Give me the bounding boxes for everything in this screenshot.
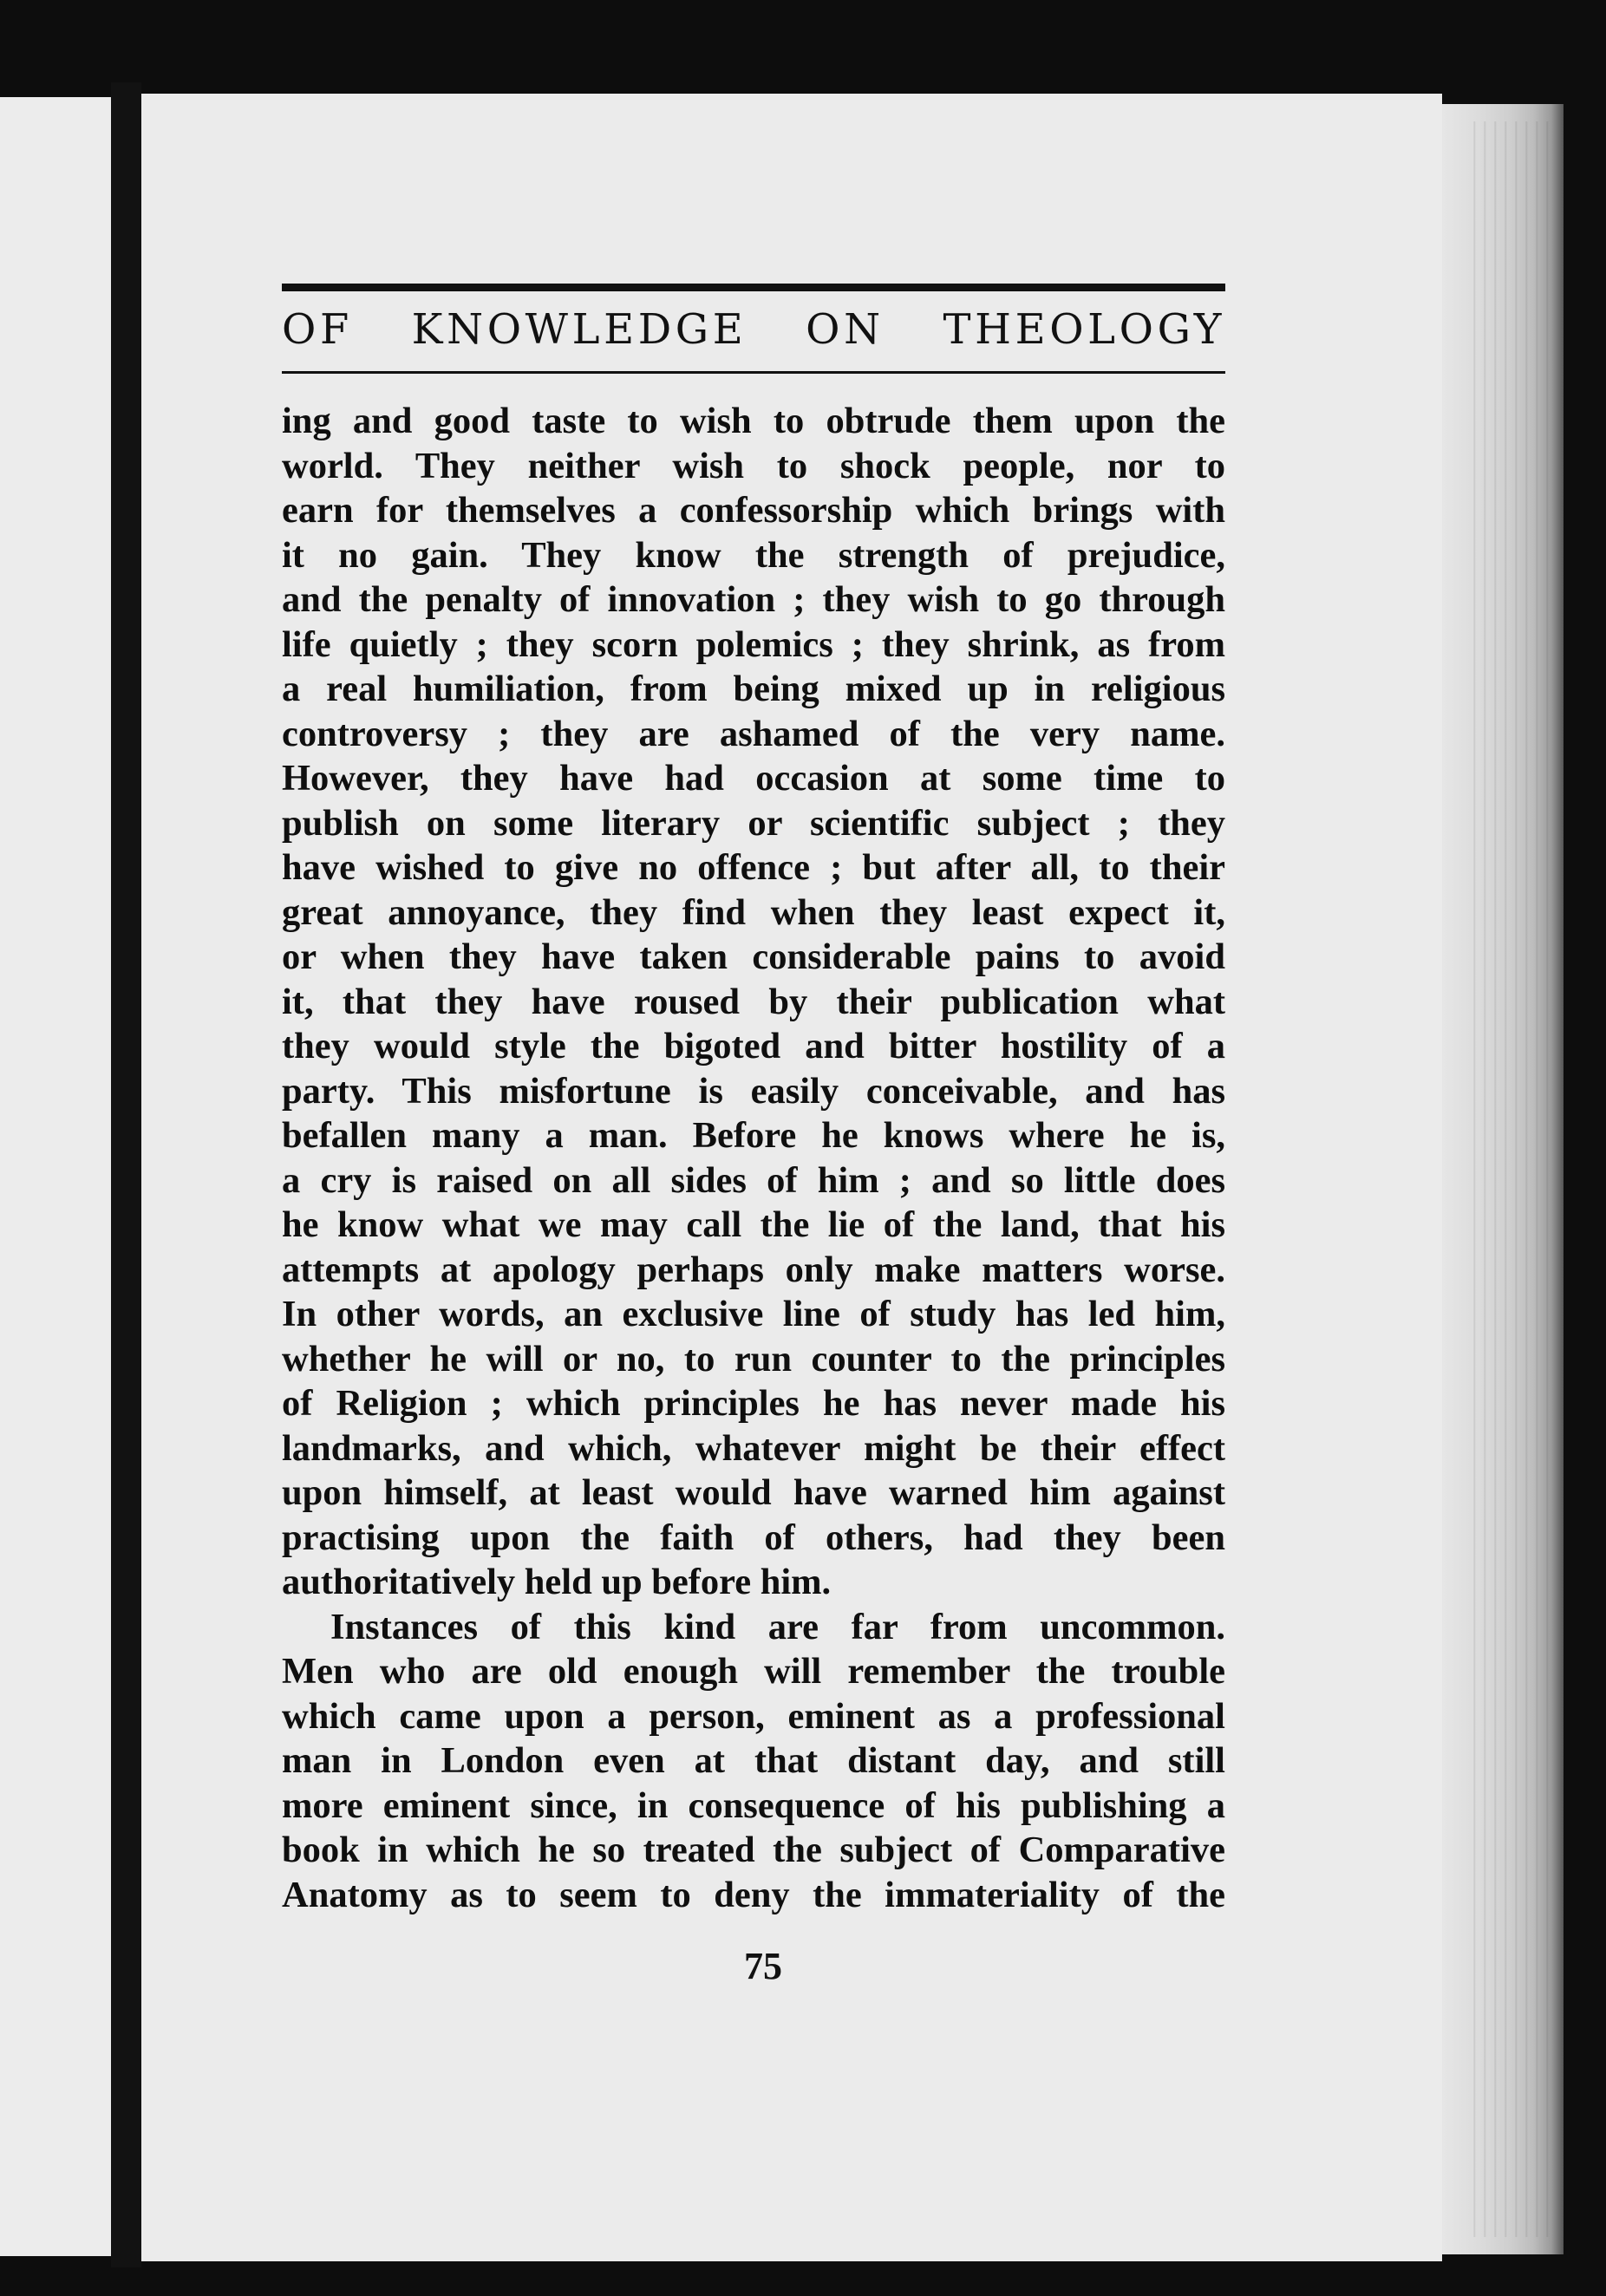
text-line: book in which he so treated the subject of Comparative	[282, 1830, 1225, 1870]
text-line: controversy ; they are ashamed of the very name.	[282, 713, 1225, 754]
text-line: a real humiliation, from being mixed up in religious	[282, 669, 1225, 709]
text-line: upon himself, at least would have warned him against	[282, 1472, 1225, 1513]
text-line: practising upon the faith of others, had they been	[282, 1517, 1225, 1558]
text-line: earn for themselves a confessorship which brings with	[282, 490, 1225, 531]
text-line: landmarks, and which, whatever might be their effect	[282, 1427, 1225, 1469]
text-line: they would style the bigoted and bitter hostility of a	[282, 1026, 1225, 1066]
text-line: a cry is raised on all sides of him ; and so little does	[282, 1159, 1225, 1201]
top-rule	[282, 284, 1225, 291]
text-line: of Religion ; which principles he has never made his	[282, 1383, 1225, 1424]
text-line: great annoyance, they find when they least expect it,	[282, 891, 1225, 933]
text-line: have wished to give no offence ; but after all, to their	[282, 847, 1225, 888]
facing-page-edge	[0, 97, 111, 2256]
text-line: However, they have had occasion at some time to	[282, 758, 1225, 799]
text-line: In other words, an exclusive line of study has led him,	[282, 1294, 1225, 1334]
paragraph-2	[282, 1605, 1225, 1918]
text-line: Instances of this kind are far from uncommon.	[330, 1606, 1225, 1647]
book-gutter	[111, 82, 141, 2267]
text-line: authoritatively held up before him.	[282, 1562, 832, 1602]
head-rule	[282, 371, 1225, 374]
page-number: 75	[744, 1945, 782, 1987]
body-text	[282, 399, 1225, 1917]
text-line: Anatomy as to seem to deny the immateriality of the	[282, 1874, 1225, 1915]
paragraph-1	[282, 399, 1225, 1605]
text-line: ing and good taste to wish to obtrude them upon the	[282, 401, 1225, 441]
text-line: and the penalty of innovation ; they wish to go through	[282, 579, 1225, 620]
text-line: man in London even at that distant day, and still	[282, 1740, 1225, 1781]
text-line: or when they have taken considerable pains to avoid	[282, 936, 1225, 977]
text-line: publish on some literary or scientific subject ; they	[282, 802, 1225, 844]
text-line: party. This misfortune is easily conceivable, and has	[282, 1070, 1225, 1112]
running-head: OF KNOWLEDGE ON THEOLOGY	[282, 305, 1225, 354]
text-line: world. They neither wish to shock people, nor to	[282, 445, 1225, 486]
text-line: he know what we may call the lie of the land, that his	[282, 1204, 1225, 1245]
text-line: whether he will or no, to run counter to the principles	[282, 1338, 1225, 1380]
text-line: Men who are old enough will remember the trouble	[282, 1651, 1225, 1692]
text-line: befallen many a man. Before he knows where he is,	[282, 1115, 1225, 1156]
text-line: more eminent since, in consequence of his publishing a	[282, 1784, 1225, 1826]
text-line: which came upon a person, eminent as a professional	[282, 1695, 1225, 1737]
text-line: attempts at apology perhaps only make matters worse.	[282, 1249, 1225, 1290]
text-line: it no gain. They know the strength of prejudice,	[282, 534, 1225, 576]
page-stack-lines	[1466, 121, 1552, 2237]
text-line: it, that they have roused by their publication what	[282, 981, 1225, 1022]
text-line: life quietly ; they scorn polemics ; they shrink, as from	[282, 623, 1225, 665]
